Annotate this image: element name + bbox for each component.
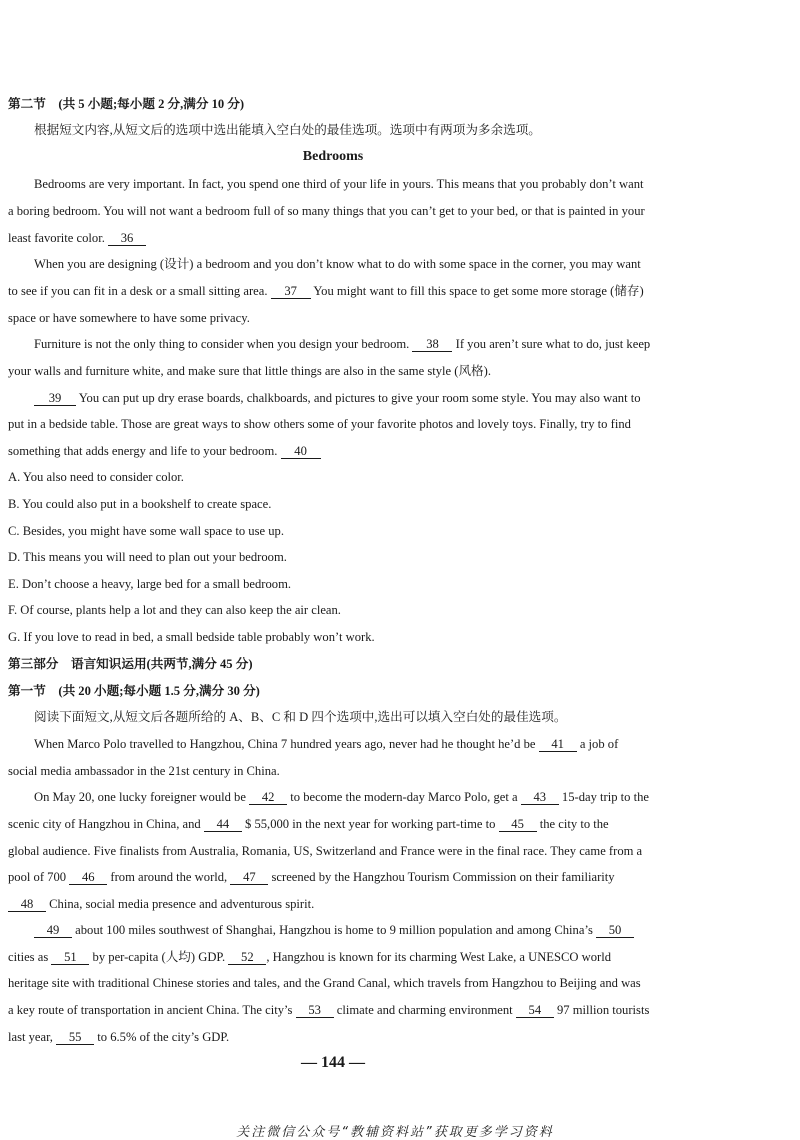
text-segment: 97 million tourists [556,1003,650,1017]
blank-40[interactable]: 40 [281,444,321,459]
section-1-instruction: 阅读下面短文,从短文后各题所给的 A、B、C 和 D 四个选项中,选出可以填入空白处的最佳选项。 [34,710,567,724]
paragraph-line: space or have somewhere to have some privacy. [8,311,250,325]
text-segment: scenic city of Hangzhou in China, and [8,817,201,831]
paragraph-line [8,283,662,299]
text-segment: You might want to fill this space to get some more storage (储存) [313,284,644,298]
text-segment: by per-capita (人均) GDP. [92,950,226,964]
paragraph-line: put in a bedside table. Those are great ways to show others some of your favorite photos and lovely toys. Finally, try to find [8,417,631,431]
paragraph-line [8,949,662,965]
text-segment: to 6.5% of the city’s GDP. [97,1030,230,1044]
footer-watermark-note: 关注微信公众号“教辅资料站”获取更多学习资料 [236,1125,554,1140]
paragraph-line: social media ambassador in the 21st century in China. [8,764,280,778]
text-segment: $ 55,000 in the next year for working part-time to [245,817,496,831]
option-c: C. Besides, you might have some wall space to use up. [8,524,284,538]
option-g: G. If you love to read in bed, a small bedside table probably won’t work. [8,630,375,644]
paragraph-line [34,336,662,352]
option-b: B. You could also put in a bookshelf to create space. [8,497,272,511]
text-segment: You can put up dry erase boards, chalkboards, and pictures to give your room some style. You may also want to [78,391,641,405]
blank-53[interactable]: 53 [296,1003,334,1018]
blank-37[interactable]: 37 [271,284,311,299]
text-segment: climate and charming environment [336,1003,513,1017]
paragraph-line [8,1002,662,1018]
section-2-instruction: 根据短文内容,从短文后的选项中选出能填入空白处的最佳选项。选项中有两项为多余选项。 [34,123,541,137]
paragraph-line: heritage site with traditional Chinese stories and tales, and the Grand Canal, which travels from Hangzhou to Beijing and was [8,976,641,990]
text-segment: , Hangzhou is known for its charming West Lake, a UNESCO world [266,950,612,964]
blank-49[interactable]: 49 [34,923,72,938]
blank-50[interactable]: 50 [596,923,634,938]
option-e: E. Don’t choose a heavy, large bed for a small bedroom. [8,577,292,591]
option-d: D. This means you will need to plan out your bedroom. [8,550,287,564]
paragraph-line [34,789,662,805]
text-segment: a job of [579,737,619,751]
blank-36[interactable]: 36 [108,231,146,246]
text-segment: something that adds energy and life to your bedroom. [8,444,278,458]
blank-52[interactable]: 52 [228,950,266,965]
paragraph-line: a boring bedroom. You will not want a bedroom full of so many things that you can’t get to your bed, or that is painted in your [8,204,645,218]
blank-48[interactable]: 48 [8,897,46,912]
text-segment: to see if you can fit in a desk or a small sitting area. [8,284,268,298]
text-segment: least favorite color. [8,231,105,245]
text-segment: about 100 miles southwest of Shanghai, Hangzhou is home to 9 million population and among China’s [75,923,593,937]
blank-44[interactable]: 44 [204,817,242,832]
paragraph-line [8,230,662,246]
paragraph-line: When you are designing (设计) a bedroom and you don’t know what to do with some space in the corner, you may want [34,257,641,271]
blank-51[interactable]: 51 [51,950,89,965]
paragraph-line [34,922,662,938]
text-segment: 15-day trip to the [561,790,649,804]
paragraph-line [34,390,662,406]
text-segment: cities as [8,950,49,964]
paragraph-line [34,736,662,752]
blank-55[interactable]: 55 [56,1030,94,1045]
paragraph-line [8,896,662,912]
paragraph-line [8,816,662,832]
text-segment: When Marco Polo travelled to Hangzhou, China 7 hundred years ago, never had he thought he’d be [34,737,536,751]
paragraph-line [8,443,662,459]
blank-41[interactable]: 41 [539,737,577,752]
text-segment: a key route of transportation in ancient China. The city’s [8,1003,293,1017]
text-segment: If you aren’t sure what to do, just keep [455,337,651,351]
option-a: A. You also need to consider color. [8,470,184,484]
text-segment: China, social media presence and adventurous spirit. [49,897,315,911]
blank-54[interactable]: 54 [516,1003,554,1018]
blank-43[interactable]: 43 [521,790,559,805]
blank-47[interactable]: 47 [230,870,268,885]
paragraph-line: global audience. Five finalists from Australia, Romania, US, Switzerland and France were in the final race. They came from a [8,844,643,858]
part-3-header: 第三部分 语言知识运用(共两节,满分 45 分) [8,657,253,671]
paragraph-line [8,869,662,885]
blank-42[interactable]: 42 [249,790,287,805]
paragraph-line [8,1029,662,1045]
text-segment: screened by the Hangzhou Tourism Commission on their familiarity [271,870,615,884]
text-segment: to become the modern-day Marco Polo, get a [290,790,518,804]
section-1-header: 第一节 (共 20 小题;每小题 1.5 分,满分 30 分) [8,684,260,698]
passage-title: Bedrooms [302,149,364,164]
text-segment: On May 20, one lucky foreigner would be [34,790,246,804]
paragraph-line: Bedrooms are very important. In fact, you spend one third of your life in yours. This means that you probably don’t want [34,177,644,191]
paragraph-line: your walls and furniture white, and make sure that little things are also in the same style (风格). [8,364,491,378]
option-f: F. Of course, plants help a lot and they can also keep the air clean. [8,603,341,617]
blank-38[interactable]: 38 [412,337,452,352]
text-segment: the city to the [539,817,609,831]
text-segment: from around the world, [110,870,228,884]
blank-46[interactable]: 46 [69,870,107,885]
text-segment: pool of 700 [8,870,67,884]
section-2-header: 第二节 (共 5 小题;每小题 2 分,满分 10 分) [8,97,245,111]
text-segment: last year, [8,1030,53,1044]
page-number: — 144 — [301,1054,365,1071]
text-segment: Furniture is not the only thing to consider when you design your bedroom. [34,337,410,351]
blank-45[interactable]: 45 [499,817,537,832]
blank-39[interactable]: 39 [34,391,76,406]
